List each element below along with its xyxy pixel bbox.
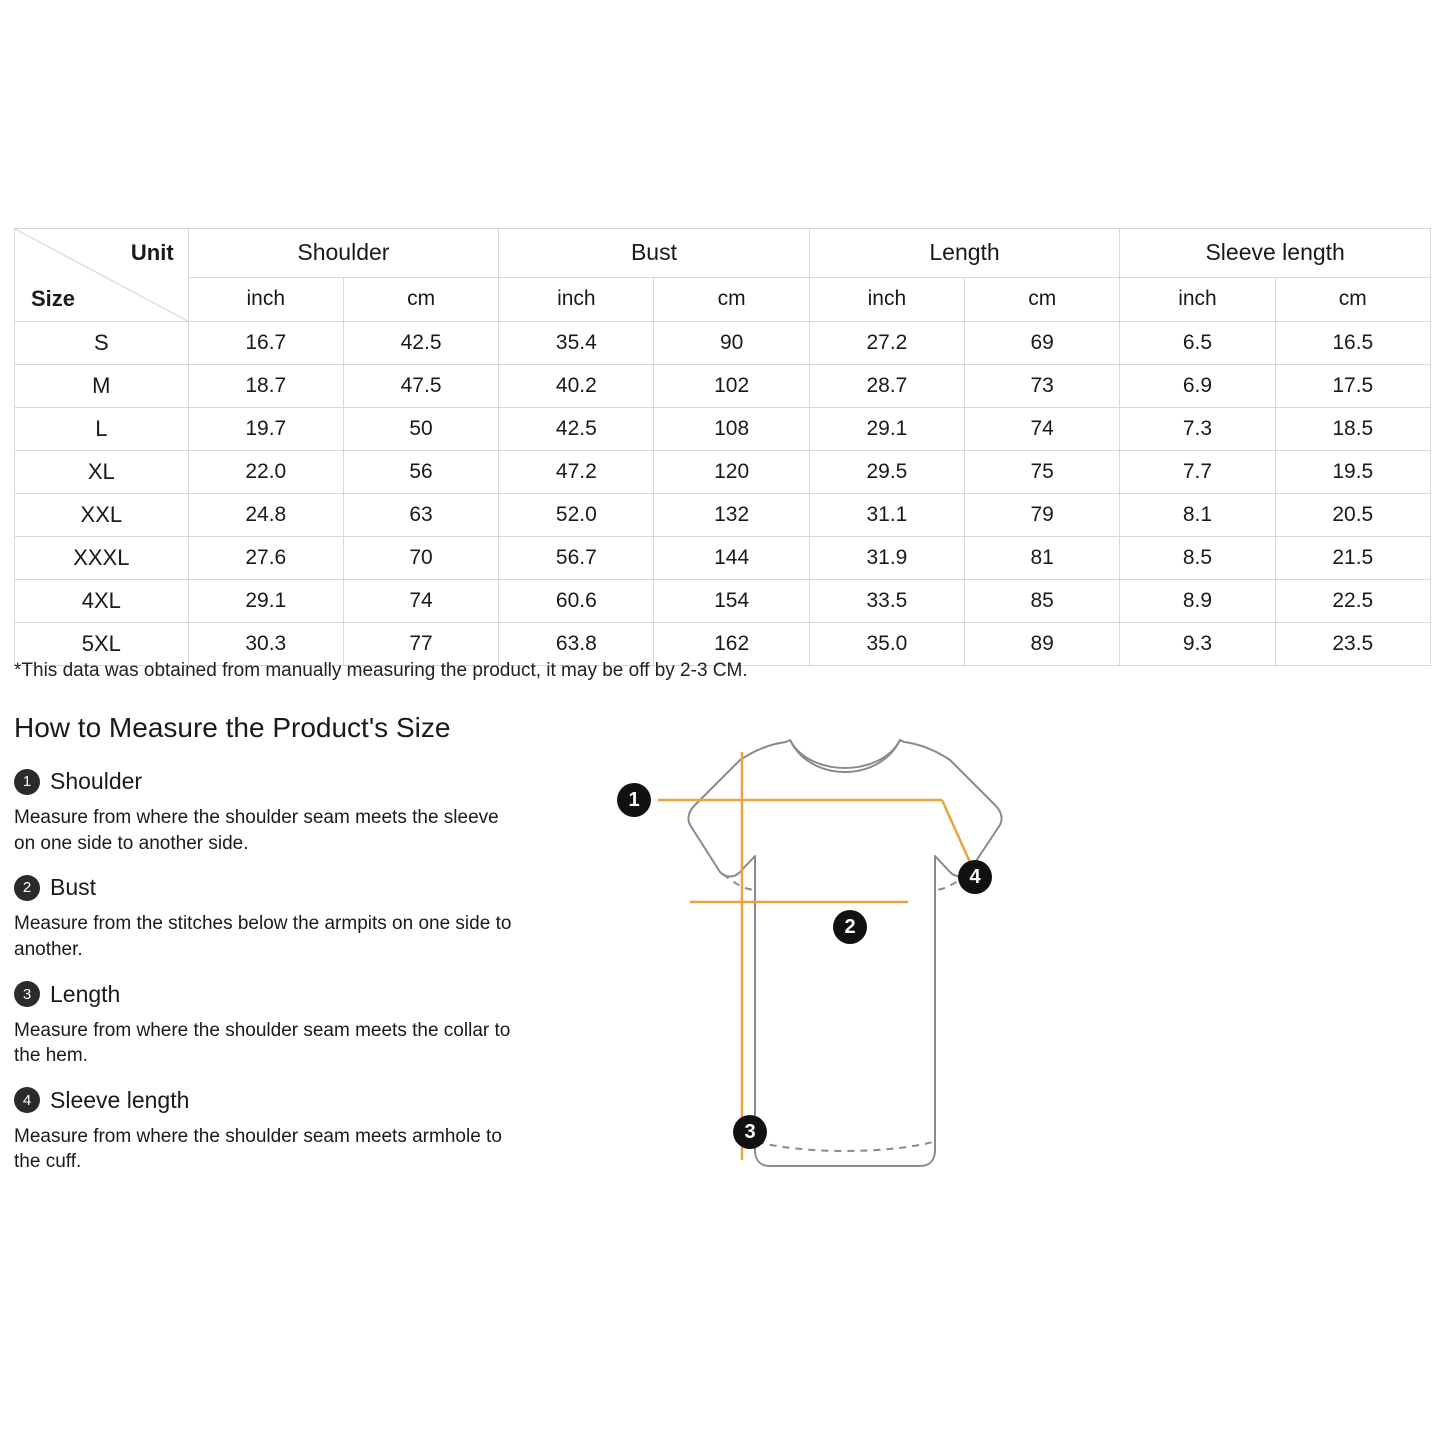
marker-3: 3 — [733, 1115, 767, 1149]
row-size: XXXL — [15, 537, 189, 580]
cell: 63 — [343, 494, 498, 537]
step-number-badge: 4 — [14, 1087, 40, 1113]
cell: 77 — [343, 623, 498, 666]
unit-label: Unit — [130, 240, 174, 265]
cell: 74 — [965, 408, 1120, 451]
cell: 108 — [654, 408, 809, 451]
cell: 23.5 — [1275, 623, 1430, 666]
row-size: 4XL — [15, 580, 189, 623]
cell: 31.9 — [809, 537, 964, 580]
unit-shoulder-cm: cm — [343, 277, 498, 321]
cell: 30.3 — [188, 623, 343, 666]
table-row — [15, 408, 1431, 451]
step-header — [14, 874, 544, 901]
cell: 31.1 — [809, 494, 964, 537]
cell: 19.5 — [1275, 451, 1430, 494]
cell: 90 — [654, 322, 809, 365]
step-title: Sleeve length — [50, 1086, 190, 1113]
row-size: XL — [15, 451, 189, 494]
row-size: L — [15, 408, 189, 451]
cell: 47.2 — [499, 451, 654, 494]
cell: 22.0 — [188, 451, 343, 494]
table-row — [15, 537, 1431, 580]
step-header — [14, 768, 544, 795]
cell: 162 — [654, 623, 809, 666]
measurement-disclaimer: *This data was obtained from manually measuring the product, it may be off by 2-3 CM. — [14, 660, 748, 681]
step-number-badge: 2 — [14, 875, 40, 901]
measure-step-bust — [14, 874, 544, 962]
cell: 120 — [654, 451, 809, 494]
table-header-groups — [15, 229, 1431, 278]
cell: 73 — [965, 365, 1120, 408]
unit-shoulder-inch: inch — [188, 277, 343, 321]
cell: 22.5 — [1275, 580, 1430, 623]
how-to-measure-title: How to Measure the Product's Size — [14, 712, 451, 743]
size-table — [14, 228, 1431, 666]
step-description: Measure from where the shoulder seam meets armhole to the cuff. — [14, 1125, 502, 1173]
row-size: 5XL — [15, 623, 189, 666]
cell: 9.3 — [1120, 623, 1275, 666]
cell: 20.5 — [1275, 494, 1430, 537]
group-length: Length — [809, 229, 1120, 278]
cell: 16.7 — [188, 322, 343, 365]
measure-steps-list — [14, 768, 544, 1193]
unit-length-inch: inch — [809, 277, 964, 321]
cell: 47.5 — [343, 365, 498, 408]
row-size: S — [15, 322, 189, 365]
cell: 75 — [965, 451, 1120, 494]
cell: 69 — [965, 322, 1120, 365]
step-title: Bust — [50, 874, 97, 901]
cell: 8.1 — [1120, 494, 1275, 537]
cell: 6.9 — [1120, 365, 1275, 408]
corner-cell — [15, 229, 188, 321]
cell: 144 — [654, 537, 809, 580]
table-header-units — [15, 277, 1431, 321]
row-size: XXL — [15, 494, 189, 537]
cell: 27.6 — [188, 537, 343, 580]
cell: 132 — [654, 494, 809, 537]
measure-step-sleeve-length — [14, 1087, 544, 1175]
tshirt-diagram — [590, 730, 1050, 1200]
table-row — [15, 451, 1431, 494]
step-description: Measure from where the shoulder seam meets the sleeve on one side to another side. — [14, 807, 499, 854]
cell: 102 — [654, 365, 809, 408]
step-title: Shoulder — [50, 768, 143, 794]
cell: 89 — [965, 623, 1120, 666]
marker-2: 2 — [833, 910, 867, 944]
unit-sleeve-inch: inch — [1120, 277, 1275, 321]
cell: 16.5 — [1275, 322, 1430, 365]
unit-size-corner — [15, 229, 189, 322]
cell: 52.0 — [499, 494, 654, 537]
step-header — [14, 1087, 544, 1114]
cell: 8.5 — [1120, 537, 1275, 580]
group-sleeve-length: Sleeve length — [1120, 229, 1431, 278]
tshirt-illustration-icon — [590, 730, 1050, 1200]
cell: 79 — [965, 494, 1120, 537]
cell: 60.6 — [499, 580, 654, 623]
cell: 24.8 — [188, 494, 343, 537]
cell: 18.5 — [1275, 408, 1430, 451]
cell: 42.5 — [343, 322, 498, 365]
cell: 42.5 — [499, 408, 654, 451]
step-number-badge: 1 — [14, 769, 40, 795]
unit-length-cm: cm — [965, 277, 1120, 321]
group-bust: Bust — [499, 229, 810, 278]
cell: 81 — [965, 537, 1120, 580]
unit-sleeve-cm: cm — [1275, 277, 1430, 321]
cell: 6.5 — [1120, 322, 1275, 365]
cell: 35.0 — [809, 623, 964, 666]
cell: 35.4 — [499, 322, 654, 365]
cell: 154 — [654, 580, 809, 623]
unit-bust-cm: cm — [654, 277, 809, 321]
size-table-container — [14, 228, 1431, 666]
cell: 28.7 — [809, 365, 964, 408]
cell: 17.5 — [1275, 365, 1430, 408]
size-table-body — [15, 322, 1431, 666]
cell: 85 — [965, 580, 1120, 623]
size-label: Size — [31, 286, 76, 311]
step-header — [14, 981, 544, 1008]
cell: 21.5 — [1275, 537, 1430, 580]
step-title: Length — [50, 980, 121, 1007]
cell: 27.2 — [809, 322, 964, 365]
cell: 56 — [343, 451, 498, 494]
unit-bust-inch: inch — [499, 277, 654, 321]
table-row — [15, 494, 1431, 537]
cell: 70 — [343, 537, 498, 580]
cell: 18.7 — [188, 365, 343, 408]
table-row — [15, 580, 1431, 623]
cell: 40.2 — [499, 365, 654, 408]
measure-step-length — [14, 981, 544, 1069]
marker-1: 1 — [617, 783, 651, 817]
cell: 29.1 — [188, 580, 343, 623]
row-size: M — [15, 365, 189, 408]
step-number-badge: 3 — [14, 981, 40, 1007]
step-description: Measure from the stitches below the armpits on one side to another. — [14, 913, 512, 960]
cell: 33.5 — [809, 580, 964, 623]
cell: 50 — [343, 408, 498, 451]
cell: 7.7 — [1120, 451, 1275, 494]
table-row — [15, 322, 1431, 365]
cell: 29.1 — [809, 408, 964, 451]
marker-4: 4 — [958, 860, 992, 894]
table-row — [15, 365, 1431, 408]
cell: 19.7 — [188, 408, 343, 451]
size-table-head — [15, 229, 1431, 322]
measure-step-shoulder — [14, 768, 544, 856]
step-description: Measure from where the shoulder seam meets the collar to the hem. — [14, 1019, 511, 1067]
cell: 74 — [343, 580, 498, 623]
group-shoulder: Shoulder — [188, 229, 499, 278]
cell: 29.5 — [809, 451, 964, 494]
cell: 8.9 — [1120, 580, 1275, 623]
cell: 7.3 — [1120, 408, 1275, 451]
cell: 63.8 — [499, 623, 654, 666]
cell: 56.7 — [499, 537, 654, 580]
